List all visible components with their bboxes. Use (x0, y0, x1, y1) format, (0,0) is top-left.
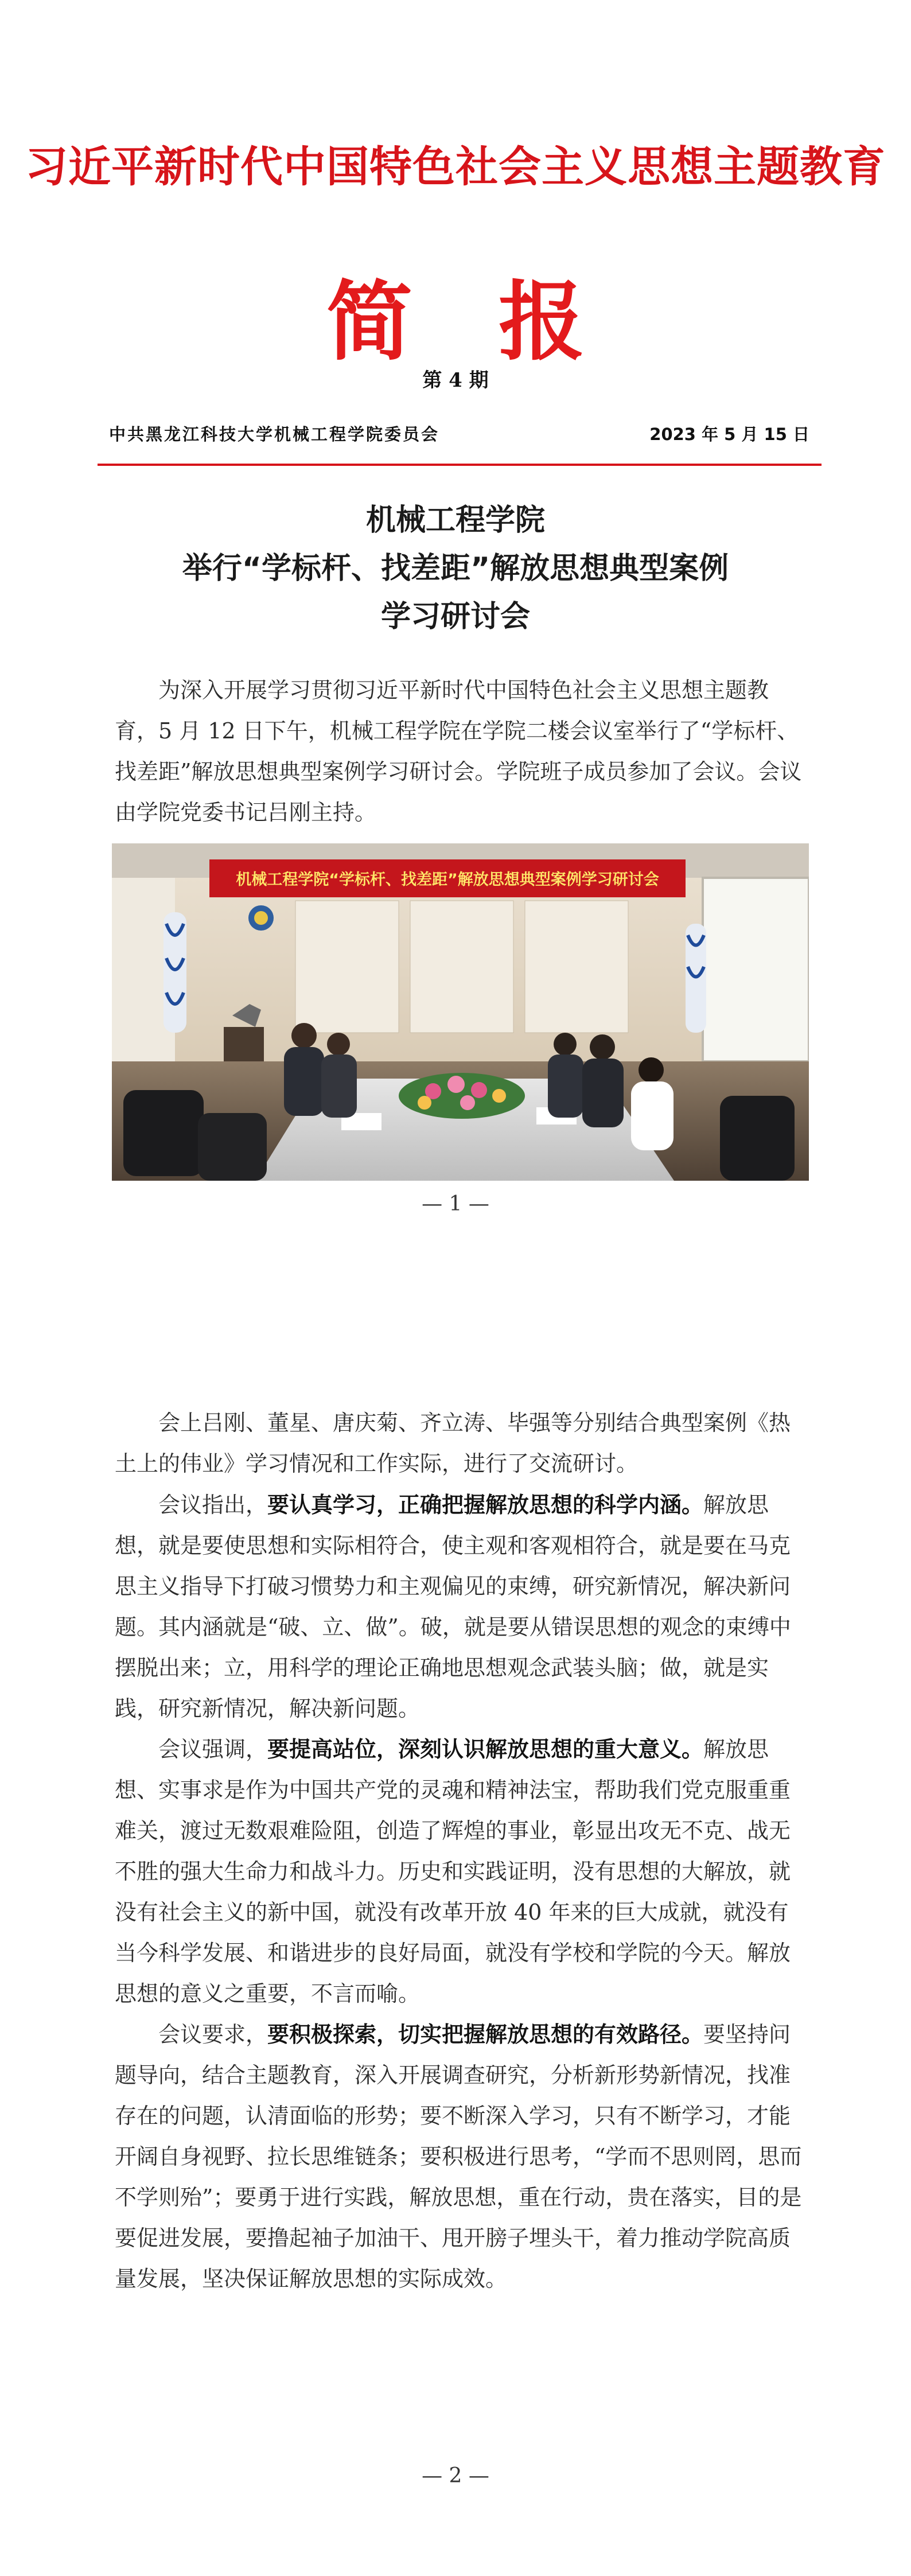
article-title-line-2: 举行“学标杆、找差距”解放思想典型案例 (182, 551, 729, 586)
meeting-photo (112, 843, 809, 1181)
issuing-organization: 中共黑龙江科技大学机械工程学院委员会 (109, 425, 440, 444)
header-divider (98, 464, 822, 466)
issue-date: 2023 年 5 月 15 日 (649, 425, 809, 444)
para4-body: 解放思想、实事求是作为中国共产党的灵魂和精神法宝，帮助我们党克服重重难关，渡过无数艰难险阻，创造了辉煌的事业，彰显出攻无不克、战无不胜的强大生命力和战斗力。历史和实践证明，没有思想的大解放，就没有社会主义的新中国，就没有改革开放 40 年来的巨大成就，就没有当今科学发展、和谐进步的良好局面，就没有学校和学院的今天。解放思想的意义之重要，不言而喻。 (115, 1737, 791, 2006)
page-number-2: — 2 — (422, 2464, 489, 2488)
paragraph-exchange: 会上吕刚、董星、唐庆菊、齐立涛、毕强等分别结合典型案例《热土上的伟业》学习情况和工作实际，进行了交流研讨。 (115, 1410, 791, 1476)
paragraph-meeting-pointed-out (115, 1484, 806, 1729)
series-title: 习近平新时代中国特色社会主义思想主题教育 (25, 142, 886, 192)
para3-emphasis: 要认真学习，正确把握解放思想的科学内涵。 (267, 1492, 704, 1517)
para5-lead: 会议要求， (158, 2022, 268, 2047)
paragraph-meeting-required (115, 2014, 806, 2299)
para4-lead: 会议强调， (158, 1737, 268, 1762)
para3-lead: 会议指出， (158, 1492, 268, 1517)
intro-paragraph: 为深入开展学习贯彻习近平新时代中国特色社会主义思想主题教育，5 月 12 日下午，机械工程学院在学院二楼会议室举行了“学标杆、找差距”解放思想典型案例学习研讨会。学院班子成员参加了会议。会议由学院党委书记吕刚主持。 (115, 678, 802, 825)
bulletin-title: 简报 (326, 271, 671, 372)
page-number-1: — 1 — (422, 1192, 489, 1216)
para3-body: 解放思想，就是要使思想和实际相符合，使主观和客观相符合，就是要在马克思主义指导下打破习惯势力和主观偏见的束缚，研究新情况，解决新问题。其内涵就是“破、立、做”。破，就是要从错误思想的观念的束缚中摆脱出来；立，用科学的理论正确地思想观念武装头脑；做，就是实践，研究新情况，解决新问题。 (115, 1492, 791, 1721)
article-title-line-3: 学习研讨会 (380, 600, 530, 634)
issue-number: 第 4 期 (422, 369, 489, 392)
page-2 (0, 1288, 911, 2576)
para4-emphasis: 要提高站位，深刻认识解放思想的重大意义。 (267, 1736, 704, 1762)
paragraph-meeting-emphasized (115, 1729, 806, 2014)
article-title (0, 496, 911, 641)
para5-body: 要坚持问题导向，结合主题教育，深入开展调查研究，分析新形势新情况，找准存在的问题，认清面临的形势；要不断深入学习，只有不断学习，才能开阔自身视野、拉长思维链条；要积极进行思考，“学而不思则罔，思而不学则殆”；要勇于进行实践，解放思想，重在行动，贵在落实，目的是要促进发展，要撸起袖子加油干、甩开膀子埋头干，着力推动学院高质量发展，坚决保证解放思想的实际成效。 (115, 2022, 802, 2291)
photo-banner-text: 机械工程学院“学标杆、找差距”解放思想典型案例学习研讨会 (236, 871, 659, 889)
article-title-line-1: 机械工程学院 (365, 503, 545, 538)
para5-emphasis: 要积极探索，切实把握解放思想的有效路径。 (267, 2021, 704, 2047)
